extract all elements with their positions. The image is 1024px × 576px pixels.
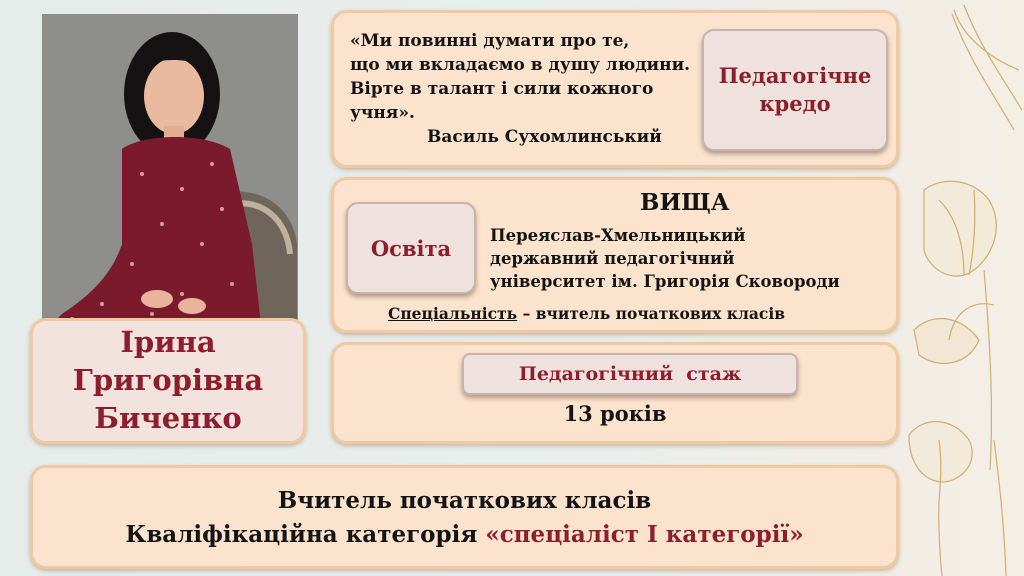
quote-author: Василь Сухомлинський	[427, 127, 662, 147]
quote-line-2: що ми вкладаємо в душу людини.	[350, 55, 691, 75]
experience-panel	[331, 342, 899, 444]
education-line-1: Переяслав-Хмельницький	[490, 226, 746, 245]
quote-line-3: Вірте в талант і сили кожного	[350, 79, 654, 99]
experience-value: 13 років	[563, 401, 667, 426]
qualification-line	[33, 518, 896, 552]
quote-panel	[331, 10, 899, 168]
floral-decoration	[894, 0, 1024, 576]
experience-chip	[462, 353, 798, 395]
credo-line-2: кредо	[759, 91, 831, 116]
qualification-category: «спеціаліст І категорії»	[485, 521, 804, 548]
education-level: ВИЩА	[640, 189, 730, 216]
name-last: Биченко	[94, 401, 242, 435]
education-chip	[346, 202, 476, 294]
quote-line-4: учня».	[350, 103, 415, 123]
credo-line-1: Педагогічне	[718, 63, 872, 88]
credo-chip	[702, 29, 888, 151]
quote-line-1: «Ми повинні думати про те,	[350, 31, 630, 51]
name-patronymic: Григорівна	[72, 363, 264, 397]
education-panel	[331, 177, 899, 333]
teacher-photo	[42, 14, 298, 334]
qualification-prefix: Кваліфікаційна категорія	[125, 521, 486, 548]
specialty-label: Спеціальність	[388, 304, 518, 323]
name-panel	[30, 318, 306, 444]
specialty-value: – вчитель початкових класів	[517, 304, 786, 323]
position-title: Вчитель початкових класів	[277, 487, 652, 514]
position-panel	[30, 465, 899, 569]
experience-chip-label: Педагогічний стаж	[518, 363, 742, 385]
education-line-2: державний педагогічний	[490, 249, 735, 268]
name-first: Ірина	[120, 325, 216, 359]
education-specialty	[388, 304, 785, 323]
education-chip-label: Освіта	[370, 235, 452, 261]
portrait-illustration	[42, 14, 298, 334]
education-line-3: університет ім. Григорія Сковороди	[490, 272, 840, 291]
